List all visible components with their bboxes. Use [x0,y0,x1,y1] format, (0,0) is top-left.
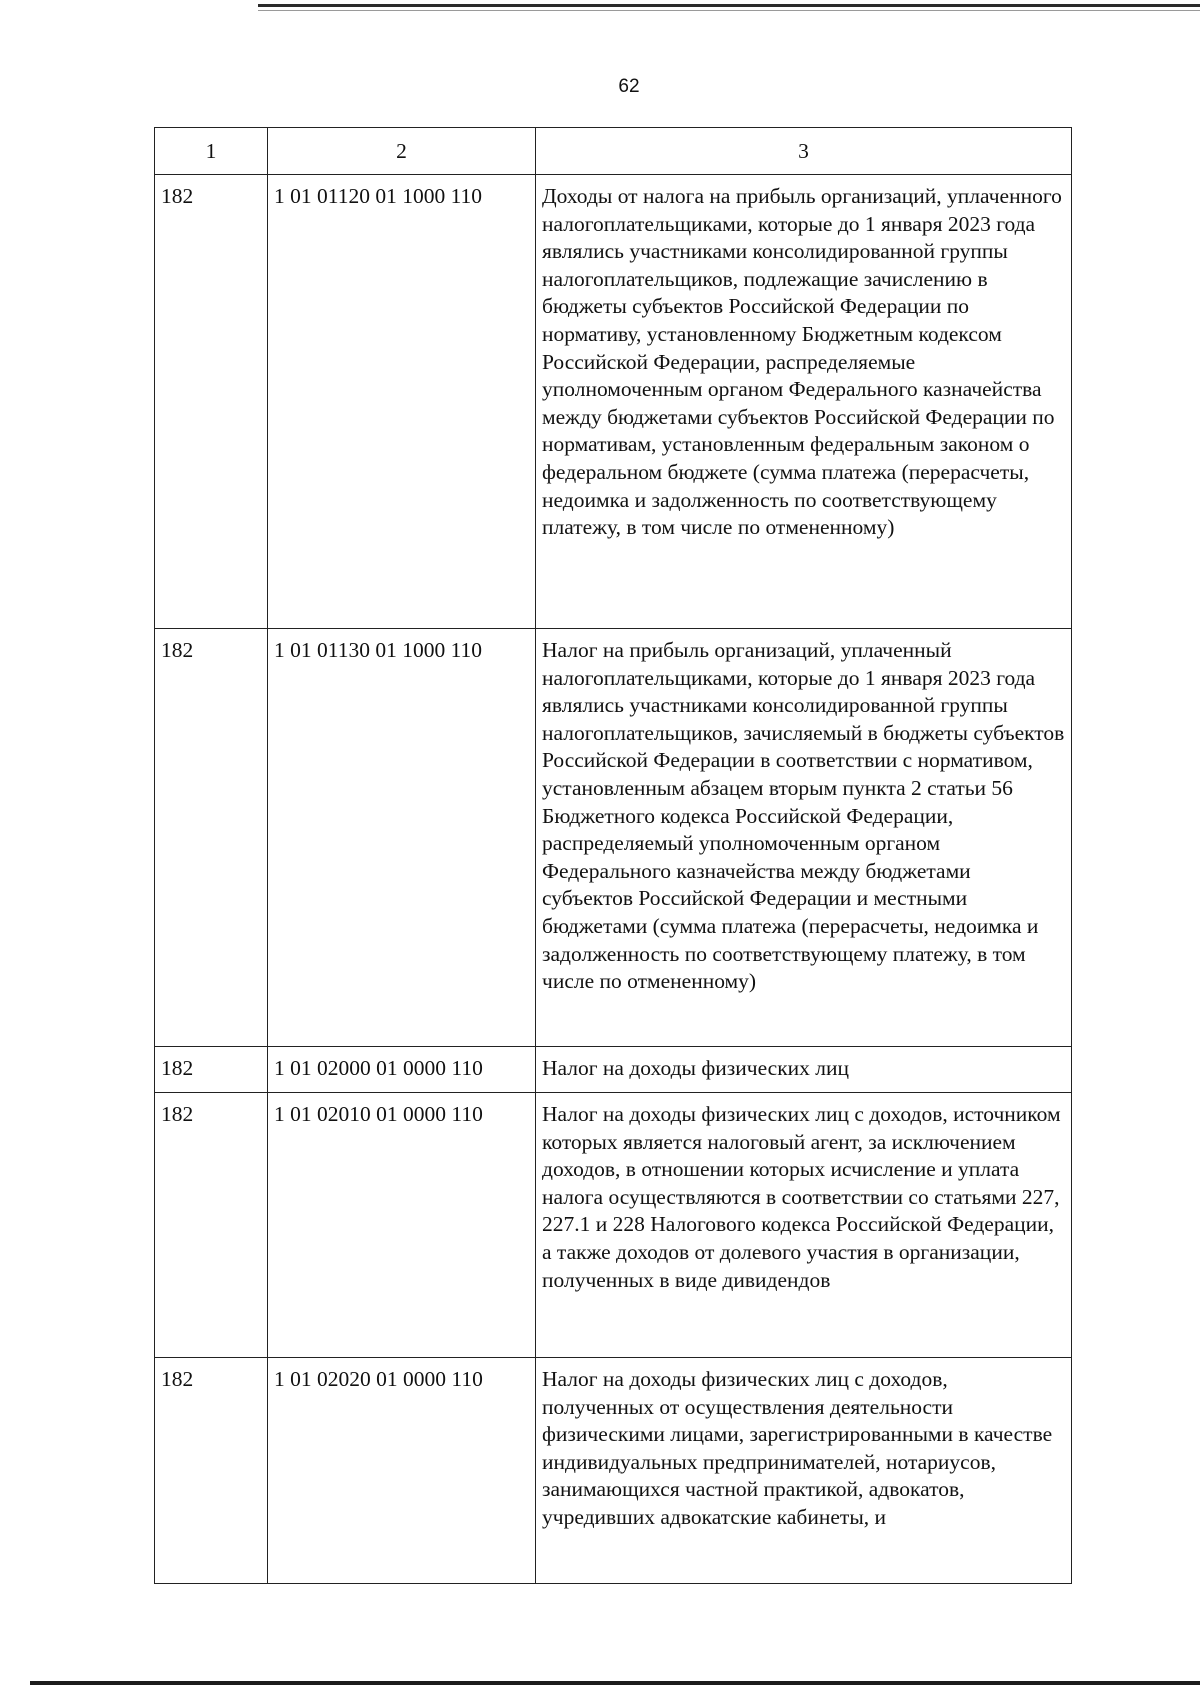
column-header-1: 1 [155,128,268,175]
table-row [155,175,1072,629]
budget-codes-table [154,127,1072,1584]
budget-classification-code-cell: 1 01 02020 01 0000 110 [268,1358,536,1584]
income-description-cell: Налог на доходы физических лиц [536,1047,1072,1093]
income-description-cell: Налог на доходы физических лиц с доходов, источником которых является налоговый агент, за исключением доходов, в отношении которых исчисление и уплата налога осуществляются в соответствии со статьями 227, 227.1 и 228 Налогового кодекса Российской Федерации, а также доходов от долевого участия в организации, полученных в виде дивидендов [536,1093,1072,1358]
budget-classification-code-cell: 1 01 01130 01 1000 110 [268,629,536,1047]
column-header-2: 2 [268,128,536,175]
table-row [155,629,1072,1047]
page-number: 62 [618,76,640,97]
scan-edge-top [258,4,1200,7]
scan-edge-top-faint [258,10,1200,11]
table-row [155,1047,1072,1093]
income-description-cell: Налог на прибыль организаций, уплаченный налогоплательщиками, которые до 1 января 2023 года являлись участниками консолидированной группы налогоплательщиков, зачисляемый в бюджеты субъектов Российской Федерации в соответствии с нормативом, установленным абзацем вторым пункта 2 статьи 56 Бюджетного кодекса Российской Федерации, распределяемый уполномоченным органом Федерального казначейства между бюджетами субъектов Российской Федерации и местными бюджетами (сумма платежа (перерасчеты, недоимка и задолженность по соответствующему платежу, в том числе по отмененному) [536,629,1072,1047]
budget-classification-code-cell: 1 01 02000 01 0000 110 [268,1047,536,1093]
scan-edge-bottom [30,1681,1200,1685]
admin-code-cell: 182 [155,1093,268,1358]
column-header-3: 3 [536,128,1072,175]
table-header-row [155,128,1072,175]
admin-code-cell: 182 [155,1358,268,1584]
admin-code-cell: 182 [155,175,268,629]
table-row [155,1093,1072,1358]
income-description-cell: Налог на доходы физических лиц с доходов, полученных от осуществления деятельности физическими лицами, зарегистрированными в качестве индивидуальных предпринимателей, нотариусов, занимающихся частной практикой, адвокатов, учредивших адвокатские кабинеты, и [536,1358,1072,1584]
admin-code-cell: 182 [155,1047,268,1093]
income-description-cell: Доходы от налога на прибыль организаций, уплаченного налогоплательщиками, которые до 1 января 2023 года являлись участниками консолидированной группы налогоплательщиков, подлежащие зачислению в бюджеты субъектов Российской Федерации по нормативу, установленному Бюджетным кодексом Российской Федерации, распределяемые уполномоченным органом Федерального казначейства между бюджетами субъектов Российской Федерации по нормативам, установленным федеральным законом о федеральном бюджете (сумма платежа (перерасчеты, недоимка и задолженность по соответствующему платежу, в том числе по отмененному) [536,175,1072,629]
budget-classification-code-cell: 1 01 02010 01 0000 110 [268,1093,536,1358]
budget-classification-code-cell: 1 01 01120 01 1000 110 [268,175,536,629]
admin-code-cell: 182 [155,629,268,1047]
table-row [155,1358,1072,1584]
